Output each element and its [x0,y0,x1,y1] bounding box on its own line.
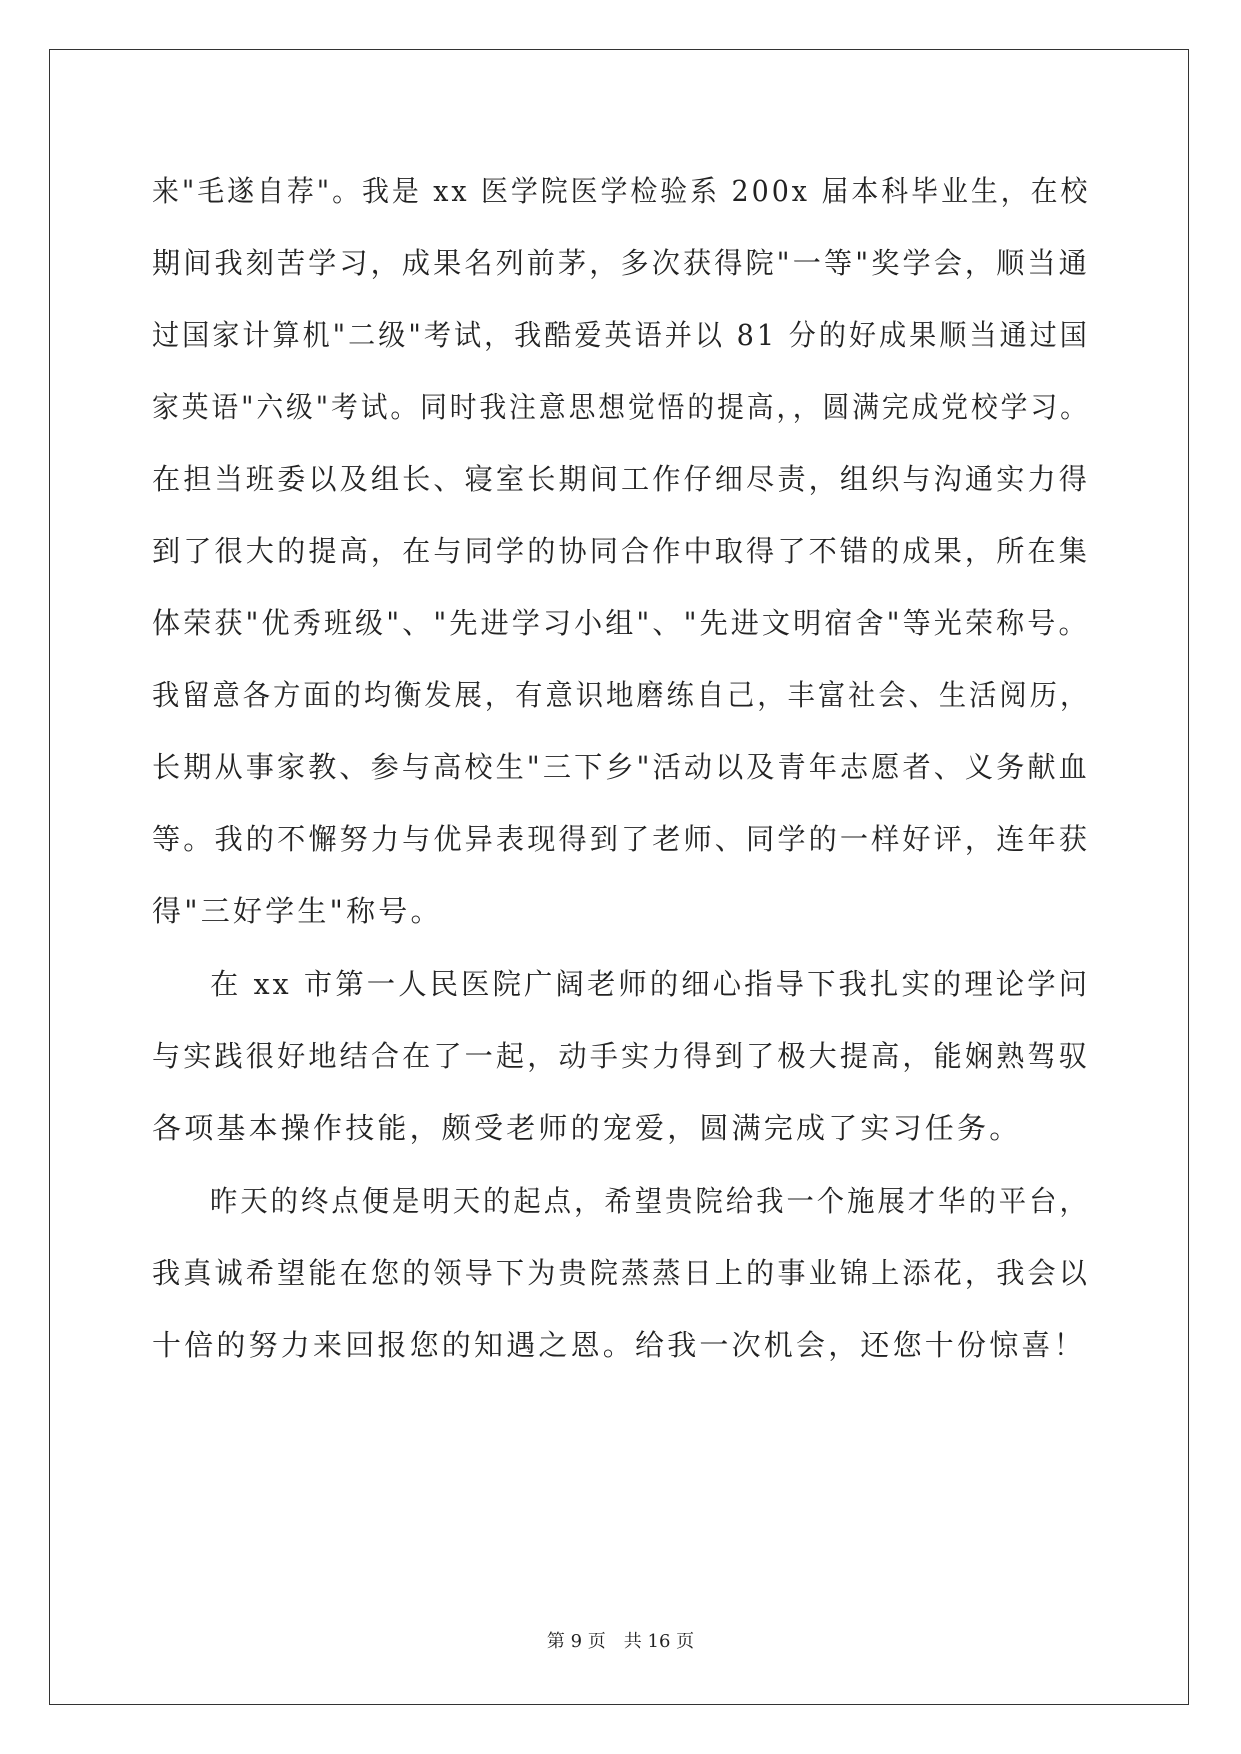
paragraph-1-line-6: 到了很大的提高，在与同学的协同合作中取得了不错的成果，所在集 [152,534,1091,568]
paragraph-3-line-2: 我真诚希望能在您的领导下为贵院蒸蒸日上的事业锦上添花，我会以 [152,1256,1091,1290]
paragraph-1-line-8: 我留意各方面的均衡发展，有意识地磨练自己，丰富社会、生活阅历， [152,678,1091,712]
paragraph-3-line-1: 昨天的终点便是明天的起点，希望贵院给我一个施展才华的平台， [210,1184,1090,1218]
paragraph-1-line-1: 来"毛遂自荐"。我是 xx 医学院医学检验系 200x 届本科毕业生，在校 [152,174,1091,208]
paragraph-1-line-7: 体荣获"优秀班级"、"先进学习小组"、"先进文明宿舍"等光荣称号。 [152,606,1090,640]
paragraph-1-line-11: 得"三好学生"称号。 [152,894,443,928]
paragraph-2-line-3: 各项基本操作技能，颇受老师的宠爱，圆满完成了实习任务。 [152,1111,1022,1145]
paragraph-1-line-2: 期间我刻苦学习，成果名列前茅，多次获得院"一等"奖学会，顺当通 [152,246,1090,280]
paragraph-1-line-9: 长期从事家教、参与高校生"三下乡"活动以及青年志愿者、义务献血 [152,750,1090,784]
paragraph-2-line-1: 在 xx 市第一人民医院广阔老师的细心指导下我扎实的理论学问 [210,967,1091,1001]
page-border [49,49,1189,1705]
paragraph-2-line-2: 与实践很好地结合在了一起，动手实力得到了极大提高，能娴熟驾驭 [152,1039,1091,1073]
paragraph-1-line-10: 等。我的不懈努力与优异表现得到了老师、同学的一样好评，连年获 [152,822,1091,856]
paragraph-1-line-3: 过国家计算机"二级"考试，我酷爱英语并以 81 分的好成果顺当通过国 [152,318,1090,352]
paragraph-3-line-3: 十倍的努力来回报您的知遇之恩。给我一次机会，还您十份惊喜！ [152,1328,1086,1362]
page-number-footer: 第 9 页 共 16 页 [546,1631,695,1652]
paragraph-1-line-5: 在担当班委以及组长、寝室长期间工作仔细尽责，组织与沟通实力得 [152,462,1091,496]
paragraph-1-line-4: 家英语"六级"考试。同时我注意思想觉悟的提高，，圆满完成党校学习。 [152,390,1090,424]
